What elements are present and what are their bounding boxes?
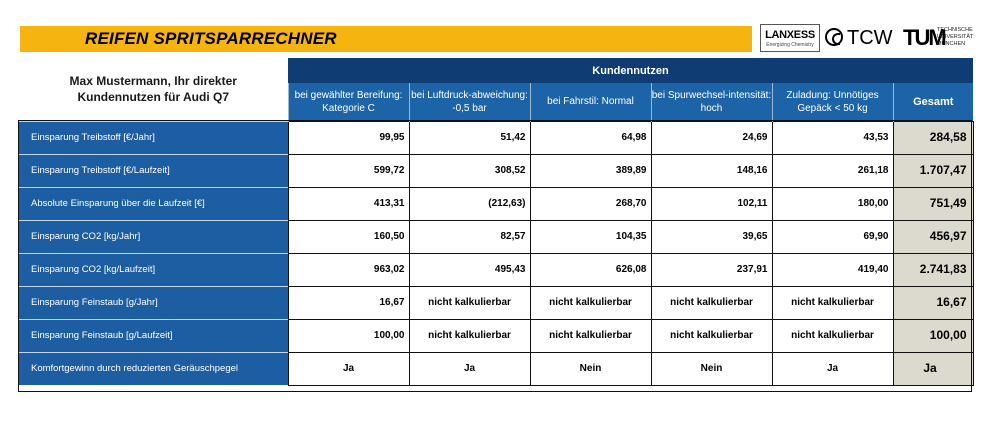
value-cell: 160,50 bbox=[288, 220, 409, 253]
value-cell: nicht kalkulierbar bbox=[651, 319, 772, 352]
row-label: Einsparung CO2 [kg/Jahr] bbox=[19, 220, 288, 253]
value-cell: 626,08 bbox=[530, 253, 651, 286]
value-cell: 100,00 bbox=[288, 319, 409, 352]
value-cell: Ja bbox=[772, 352, 893, 385]
value-cell: 39,65 bbox=[651, 220, 772, 253]
table-row bbox=[19, 319, 973, 352]
value-cell: Nein bbox=[651, 352, 772, 385]
value-cell: 180,00 bbox=[772, 187, 893, 220]
tcw-logo-text: TCW bbox=[847, 27, 893, 49]
value-cell: 419,40 bbox=[772, 253, 893, 286]
row-label: Einsparung Treibstoff [€/Laufzeit] bbox=[19, 154, 288, 187]
total-cell: 100,00 bbox=[893, 319, 973, 352]
value-cell: 99,95 bbox=[288, 121, 409, 154]
value-cell: 104,35 bbox=[530, 220, 651, 253]
lanxess-logo-tagline: Energizing Chemistry bbox=[766, 42, 814, 48]
row-label: Einsparung CO2 [kg/Laufzeit] bbox=[19, 253, 288, 286]
value-cell: 495,43 bbox=[409, 253, 530, 286]
kundennutzen-heading: Kundennutzen bbox=[288, 58, 973, 83]
column-header-2: bei Luftdruck-abweichung: -0,5 bar bbox=[409, 83, 530, 121]
value-cell: nicht kalkulierbar bbox=[651, 286, 772, 319]
table-row bbox=[19, 121, 973, 154]
column-header-5: Zuladung: Unnötiges Gepäck < 50 kg bbox=[772, 83, 893, 121]
total-cell: 284,58 bbox=[893, 121, 973, 154]
value-cell: 963,02 bbox=[288, 253, 409, 286]
value-cell: 261,18 bbox=[772, 154, 893, 187]
column-header-4: bei Spurwechsel-intensität: hoch bbox=[651, 83, 772, 121]
row-label: Komfortgewinn durch reduzierten Geräuschpegel bbox=[19, 352, 288, 385]
value-cell: 389,89 bbox=[530, 154, 651, 187]
lanxess-logo-text: LANXESS bbox=[765, 29, 815, 41]
column-header-total: Gesamt bbox=[893, 83, 973, 121]
value-cell: 599,72 bbox=[288, 154, 409, 187]
table-row bbox=[19, 253, 973, 286]
table-row bbox=[19, 154, 973, 187]
tum-logo-text: TUM bbox=[903, 25, 945, 50]
row-label: Einsparung Feinstaub [g/Laufzeit] bbox=[19, 319, 288, 352]
tum-logo bbox=[903, 24, 973, 52]
total-cell: 1.707,47 bbox=[893, 154, 973, 187]
tum-logo-subtext: TECHNISCHE UNIVERSITÄT MÜNCHEN bbox=[937, 27, 974, 47]
value-cell: nicht kalkulierbar bbox=[409, 286, 530, 319]
value-cell: nicht kalkulierbar bbox=[772, 286, 893, 319]
total-cell: 16,67 bbox=[893, 286, 973, 319]
table-row bbox=[19, 286, 973, 319]
total-cell: 456,97 bbox=[893, 220, 973, 253]
page-title: REIFEN SPRITSPARRECHNER bbox=[85, 29, 337, 48]
value-cell: 237,91 bbox=[651, 253, 772, 286]
value-cell: 51,42 bbox=[409, 121, 530, 154]
customer-benefit-heading-text: Max Mustermann, Ihr direkter Kundennutzen für Audi Q7 bbox=[69, 74, 237, 105]
value-cell: (212,63) bbox=[409, 187, 530, 220]
total-cell: 2.741,83 bbox=[893, 253, 973, 286]
value-cell: nicht kalkulierbar bbox=[530, 319, 651, 352]
value-cell: 43,53 bbox=[772, 121, 893, 154]
tcw-logo-icon bbox=[825, 28, 843, 46]
value-cell: 16,67 bbox=[288, 286, 409, 319]
value-cell: 148,16 bbox=[651, 154, 772, 187]
row-label: Einsparung Feinstaub [g/Jahr] bbox=[19, 286, 288, 319]
value-cell: 413,31 bbox=[288, 187, 409, 220]
value-cell: 64,98 bbox=[530, 121, 651, 154]
value-cell: Ja bbox=[409, 352, 530, 385]
title-bar bbox=[20, 26, 752, 52]
total-cell: Ja bbox=[893, 352, 973, 385]
header-group-row bbox=[19, 58, 973, 83]
column-header-1: bei gewählter Bereifung: Kategorie C bbox=[288, 83, 409, 121]
value-cell: 268,70 bbox=[530, 187, 651, 220]
table-row bbox=[19, 220, 973, 253]
row-label: Einsparung Treibstoff [€/Jahr] bbox=[19, 121, 288, 154]
value-cell: Nein bbox=[530, 352, 651, 385]
value-cell: nicht kalkulierbar bbox=[772, 319, 893, 352]
column-header-3: bei Fahrstil: Normal bbox=[530, 83, 651, 121]
value-cell: 102,11 bbox=[651, 187, 772, 220]
savings-table bbox=[19, 58, 974, 386]
value-cell: 82,57 bbox=[409, 220, 530, 253]
value-cell: nicht kalkulierbar bbox=[530, 286, 651, 319]
lanxess-logo bbox=[760, 24, 820, 52]
value-cell: Ja bbox=[288, 352, 409, 385]
tcw-logo bbox=[823, 24, 897, 52]
value-cell: 308,52 bbox=[409, 154, 530, 187]
value-cell: 69,90 bbox=[772, 220, 893, 253]
row-label: Absolute Einsparung über die Laufzeit [€] bbox=[19, 187, 288, 220]
table-row bbox=[19, 187, 973, 220]
table-row bbox=[19, 352, 973, 385]
customer-benefit-heading bbox=[19, 58, 288, 121]
total-cell: 751,49 bbox=[893, 187, 973, 220]
value-cell: 24,69 bbox=[651, 121, 772, 154]
value-cell: nicht kalkulierbar bbox=[409, 319, 530, 352]
